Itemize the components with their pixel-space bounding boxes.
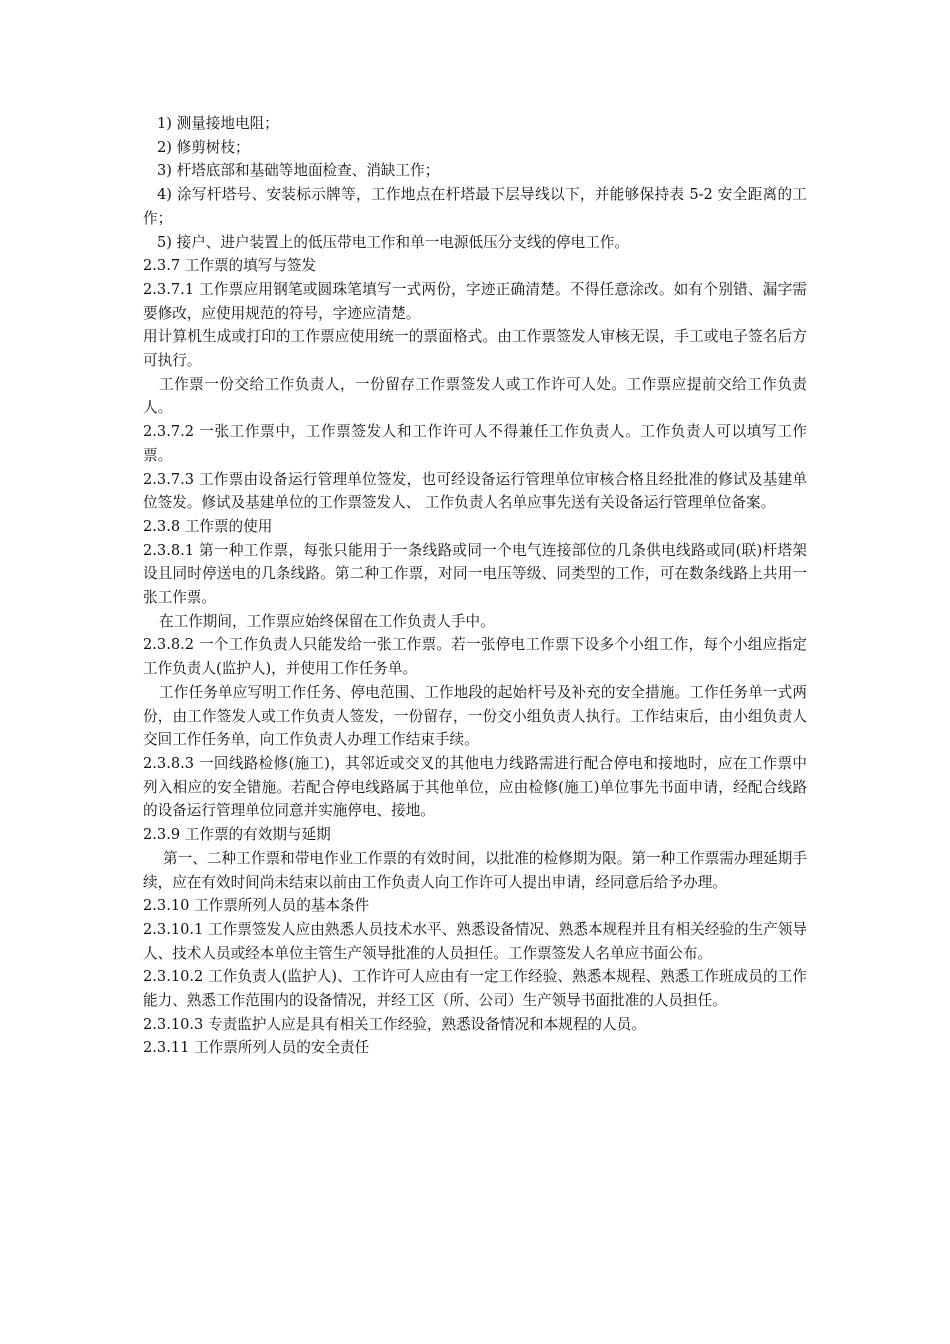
body-paragraph: 第一、二种工作票和带电作业工作票的有效时间，以批准的检修期为限。第一种工作票需办理延期手续，应在有效时间尚未结束以前由工作负责人向工作许可人提出申请，经同意后给予办理。 — [143, 849, 807, 891]
clause-paragraph: 2.3.8.1 第一种工作票，每张只能用于一条线路或同一个电气连接部位的几条供电线路或同(联)杆塔架设且同时停送电的几条线路。第二种工作票，对同一电压等级、同类型的工作，可在数条线路上共用一张工作票。 — [143, 541, 807, 607]
body-paragraph: 用计算机生成或打印的工作票应使用统一的票面格式。由工作票签发人审核无误，手工或电子签名后方可执行。 — [143, 328, 807, 370]
clause-paragraph: 2.3.8.3 一回线路检修(施工)，其邻近或交叉的其他电力线路需进行配合停电和接地时，应在工作票中列入相应的安全错施。若配合停电线路属于其他单位，应由检修(施工)单位事先书面申请，经配合线路的设备运行管理单位同意并实施停电、接地。 — [143, 754, 807, 820]
section-heading: 2.3.9 工作票的有效期与延期 — [143, 826, 331, 844]
list-item: 1) 测量接地电阻； — [157, 115, 279, 132]
body-paragraph: 工作任务单应写明工作任务、停电范围、工作地段的起始杆号及补充的安全措施。工作任务单一式两份，由工作签发人或工作负责人签发，一份留存，一份交小组负责人执行。工作结束后，由小组负责人交回工作任务单，向工作负责人办理工作结束手续。 — [143, 683, 807, 749]
clause-paragraph: 2.3.10.3 专责监护人应是具有相关工作经验，熟悉设备情况和本规程的人员。 — [143, 1015, 646, 1033]
clause-paragraph: 2.3.8.2 一个工作负责人只能发给一张工作票。若一张停电工作票下设多个小组工作，每个小组应指定工作负责人(监护人)，并使用工作任务单。 — [143, 636, 807, 678]
section-heading: 2.3.7 工作票的填写与签发 — [143, 257, 317, 275]
list-item: 3) 杆塔底部和基础等地面检查、消缺工作； — [157, 162, 440, 180]
list-item: 5) 接户、进户装置上的低压带电工作和单一电源低压分支线的停电工作。 — [157, 233, 630, 251]
section-heading: 2.3.10 工作票所列人员的基本条件 — [143, 897, 370, 915]
clause-paragraph: 2.3.10.1 工作票签发人应由熟悉人员技术水平、熟悉设备情况、熟悉本规程并且有相关经验的生产领导人、技术人员或经本单位主管生产领导批准的人员担任。工作票签发人名单应书面公布。 — [143, 920, 807, 962]
clause-paragraph: 2.3.7.1 工作票应用钢笔或圆珠笔填写一式两份，字迹正确清楚。不得任意涂改。如有个别错、漏字需要修改，应使用规范的符号，字迹应清楚。 — [143, 280, 807, 322]
clause-paragraph: 2.3.7.3 工作票由设备运行管理单位签发，也可经设备运行管理单位审核合格且经批准的修试及基建单位签发。修试及基建单位的工作票签发人、 工作负责人名单应事先送有关设备运行管理单位备案。 — [143, 470, 807, 512]
body-paragraph: 工作票一份交给工作负责人，一份留存工作票签发人或工作许可人处。工作票应提前交给工作负责人。 — [143, 375, 807, 417]
clause-paragraph: 2.3.7.2 一张工作票中，工作票签发人和工作许可人不得兼任工作负责人。工作负责人可以填写工作票。 — [143, 423, 807, 464]
section-heading: 2.3.8 工作票的使用 — [143, 517, 273, 535]
document-page — [143, 112, 807, 1060]
body-paragraph: 在工作期间，工作票应始终保留在工作负责人手中。 — [159, 612, 495, 630]
list-item: 2) 修剪树枝； — [157, 138, 250, 156]
list-item: 4) 涂写杆塔号、安装标示牌等，工作地点在杆塔最下层导线以下，并能够保持表 5-2 安全距离的工作； — [143, 186, 807, 227]
section-heading: 2.3.11 工作票所列人员的安全责任 — [143, 1039, 370, 1057]
clause-paragraph: 2.3.10.2 工作负责人(监护人)、工作许可人应由有一定工作经验、熟悉本规程、熟悉工作班成员的工作能力、熟悉工作范围内的设备情况，并经工区（所、公司）生产领导书面批准的人员担任。 — [143, 968, 807, 1010]
